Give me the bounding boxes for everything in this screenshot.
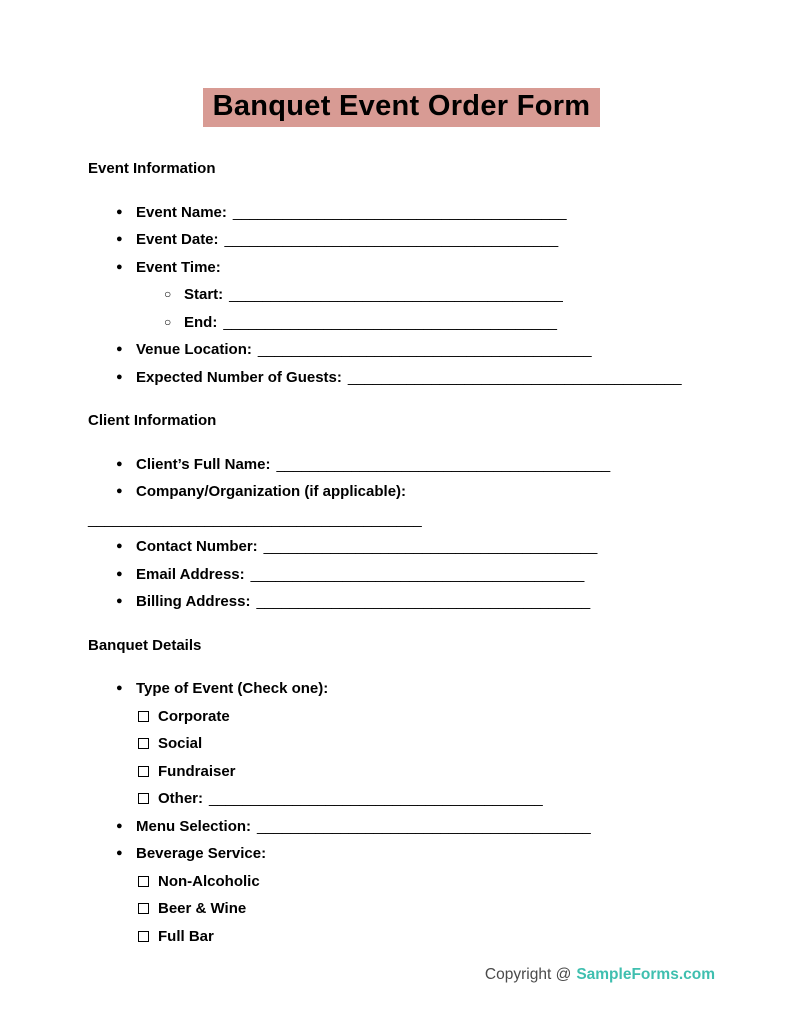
blank-line: ________________________________________: [232, 203, 567, 221]
blank-line: ________________________________________: [263, 538, 598, 555]
bullet-icon: ●: [116, 682, 123, 694]
field-label: Contact Number:: [136, 538, 258, 555]
field-label: Venue Location:: [136, 341, 252, 358]
blank-line: ________________________________________: [347, 368, 682, 386]
checkbox-label: Beer & Wine: [158, 900, 247, 917]
field-label: Email Address:: [136, 565, 245, 583]
circle-bullet-icon: ○: [164, 314, 172, 329]
field-event-time: [88, 254, 715, 282]
blank-line: ________________________________________: [276, 455, 611, 473]
field-event-time-start: [88, 281, 715, 309]
footer: [485, 966, 715, 984]
checkbox-option-social: [138, 730, 715, 758]
field-client-full-name: [88, 451, 715, 479]
bullet-icon: ●: [116, 370, 123, 383]
field-label: Company/Organization (if applicable):: [136, 483, 407, 500]
blank-line: ________________________________________: [229, 286, 563, 303]
field-label: Start:: [184, 286, 224, 303]
bullet-icon: ●: [116, 205, 123, 218]
field-beverage-service: [88, 840, 715, 868]
blank-line: ________________________________________: [257, 817, 591, 835]
checkbox-icon[interactable]: [138, 903, 149, 914]
field-billing-address: [88, 588, 715, 616]
blank-line: ________________________________________: [209, 790, 543, 807]
blank-line: ________________________________________: [224, 231, 559, 248]
field-label: Billing Address:: [136, 593, 251, 610]
checkbox-icon[interactable]: [138, 876, 149, 887]
checkbox-option-corporate: [138, 703, 715, 731]
checkbox-icon[interactable]: [138, 766, 149, 777]
field-email-address: [88, 561, 715, 589]
bullet-icon: ●: [116, 343, 123, 355]
circle-bullet-icon: ○: [164, 287, 172, 301]
copyright-text: Copyright @: [484, 966, 572, 983]
field-event-time-end: [88, 309, 715, 337]
title-block: [88, 0, 715, 127]
field-label: Client’s Full Name:: [136, 455, 271, 473]
checkbox-label: Corporate: [158, 707, 230, 725]
bullet-icon: ●: [116, 567, 123, 580]
bullet-icon: ●: [116, 847, 123, 859]
field-label: Type of Event (Check one):: [136, 680, 329, 697]
checkbox-label: Other:: [158, 790, 203, 807]
bullet-icon: ●: [116, 595, 123, 607]
checkbox-option-non-alcoholic: [138, 868, 715, 896]
field-label: Beverage Service:: [136, 845, 267, 862]
field-label: Event Name:: [136, 203, 227, 221]
checkbox-label: Non-Alcoholic: [158, 872, 260, 890]
bullet-icon: ●: [116, 260, 123, 273]
section-heading-banquet-details: Banquet Details: [88, 636, 202, 654]
field-company-organization-blank: [88, 506, 715, 534]
field-type-of-event: [88, 675, 715, 703]
blank-line: ________________________________________: [257, 341, 592, 358]
field-event-date: [88, 226, 715, 254]
field-label: End:: [184, 313, 218, 331]
blank-line: ________________________________________: [256, 593, 591, 610]
blank-line: ________________________________________: [223, 313, 558, 331]
sampleforms-link[interactable]: SampleForms.com: [576, 966, 715, 983]
field-menu-selection: [88, 813, 715, 841]
field-expected-guests: [88, 364, 715, 392]
checkbox-icon[interactable]: [138, 793, 149, 804]
field-event-name: [88, 199, 715, 227]
checkbox-icon[interactable]: [138, 931, 149, 942]
field-label: Expected Number of Guests:: [136, 368, 342, 386]
blank-line: ________________________________________: [250, 565, 585, 583]
checkbox-label: Fundraiser: [158, 762, 236, 780]
field-label: Event Time:: [136, 258, 221, 276]
field-company-organization: [88, 478, 715, 506]
section-heading-client-information: Client Information: [88, 412, 217, 429]
blank-line: ________________________________________: [88, 510, 422, 528]
field-label: Event Date:: [136, 231, 219, 248]
bullet-icon: ●: [116, 540, 123, 552]
checkbox-option-beer-wine: [138, 895, 715, 923]
checkbox-label: Social: [158, 735, 203, 752]
bullet-icon: ●: [116, 233, 123, 245]
checkbox-icon[interactable]: [138, 738, 149, 749]
field-venue-location: [88, 336, 715, 364]
checkbox-option-fundraiser: [138, 758, 715, 786]
field-label: Menu Selection:: [136, 817, 252, 835]
checkbox-option-full-bar: [138, 923, 715, 951]
checkbox-icon[interactable]: [138, 711, 149, 722]
page-title: Banquet Event Order Form: [203, 88, 601, 127]
bullet-icon: ●: [116, 819, 123, 832]
field-contact-number: [88, 533, 715, 561]
bullet-icon: ●: [116, 457, 123, 470]
checkbox-label: Full Bar: [158, 927, 214, 945]
checkbox-option-other: [138, 785, 715, 813]
bullet-icon: ●: [116, 485, 123, 497]
section-heading-event-information: Event Information: [88, 160, 216, 177]
